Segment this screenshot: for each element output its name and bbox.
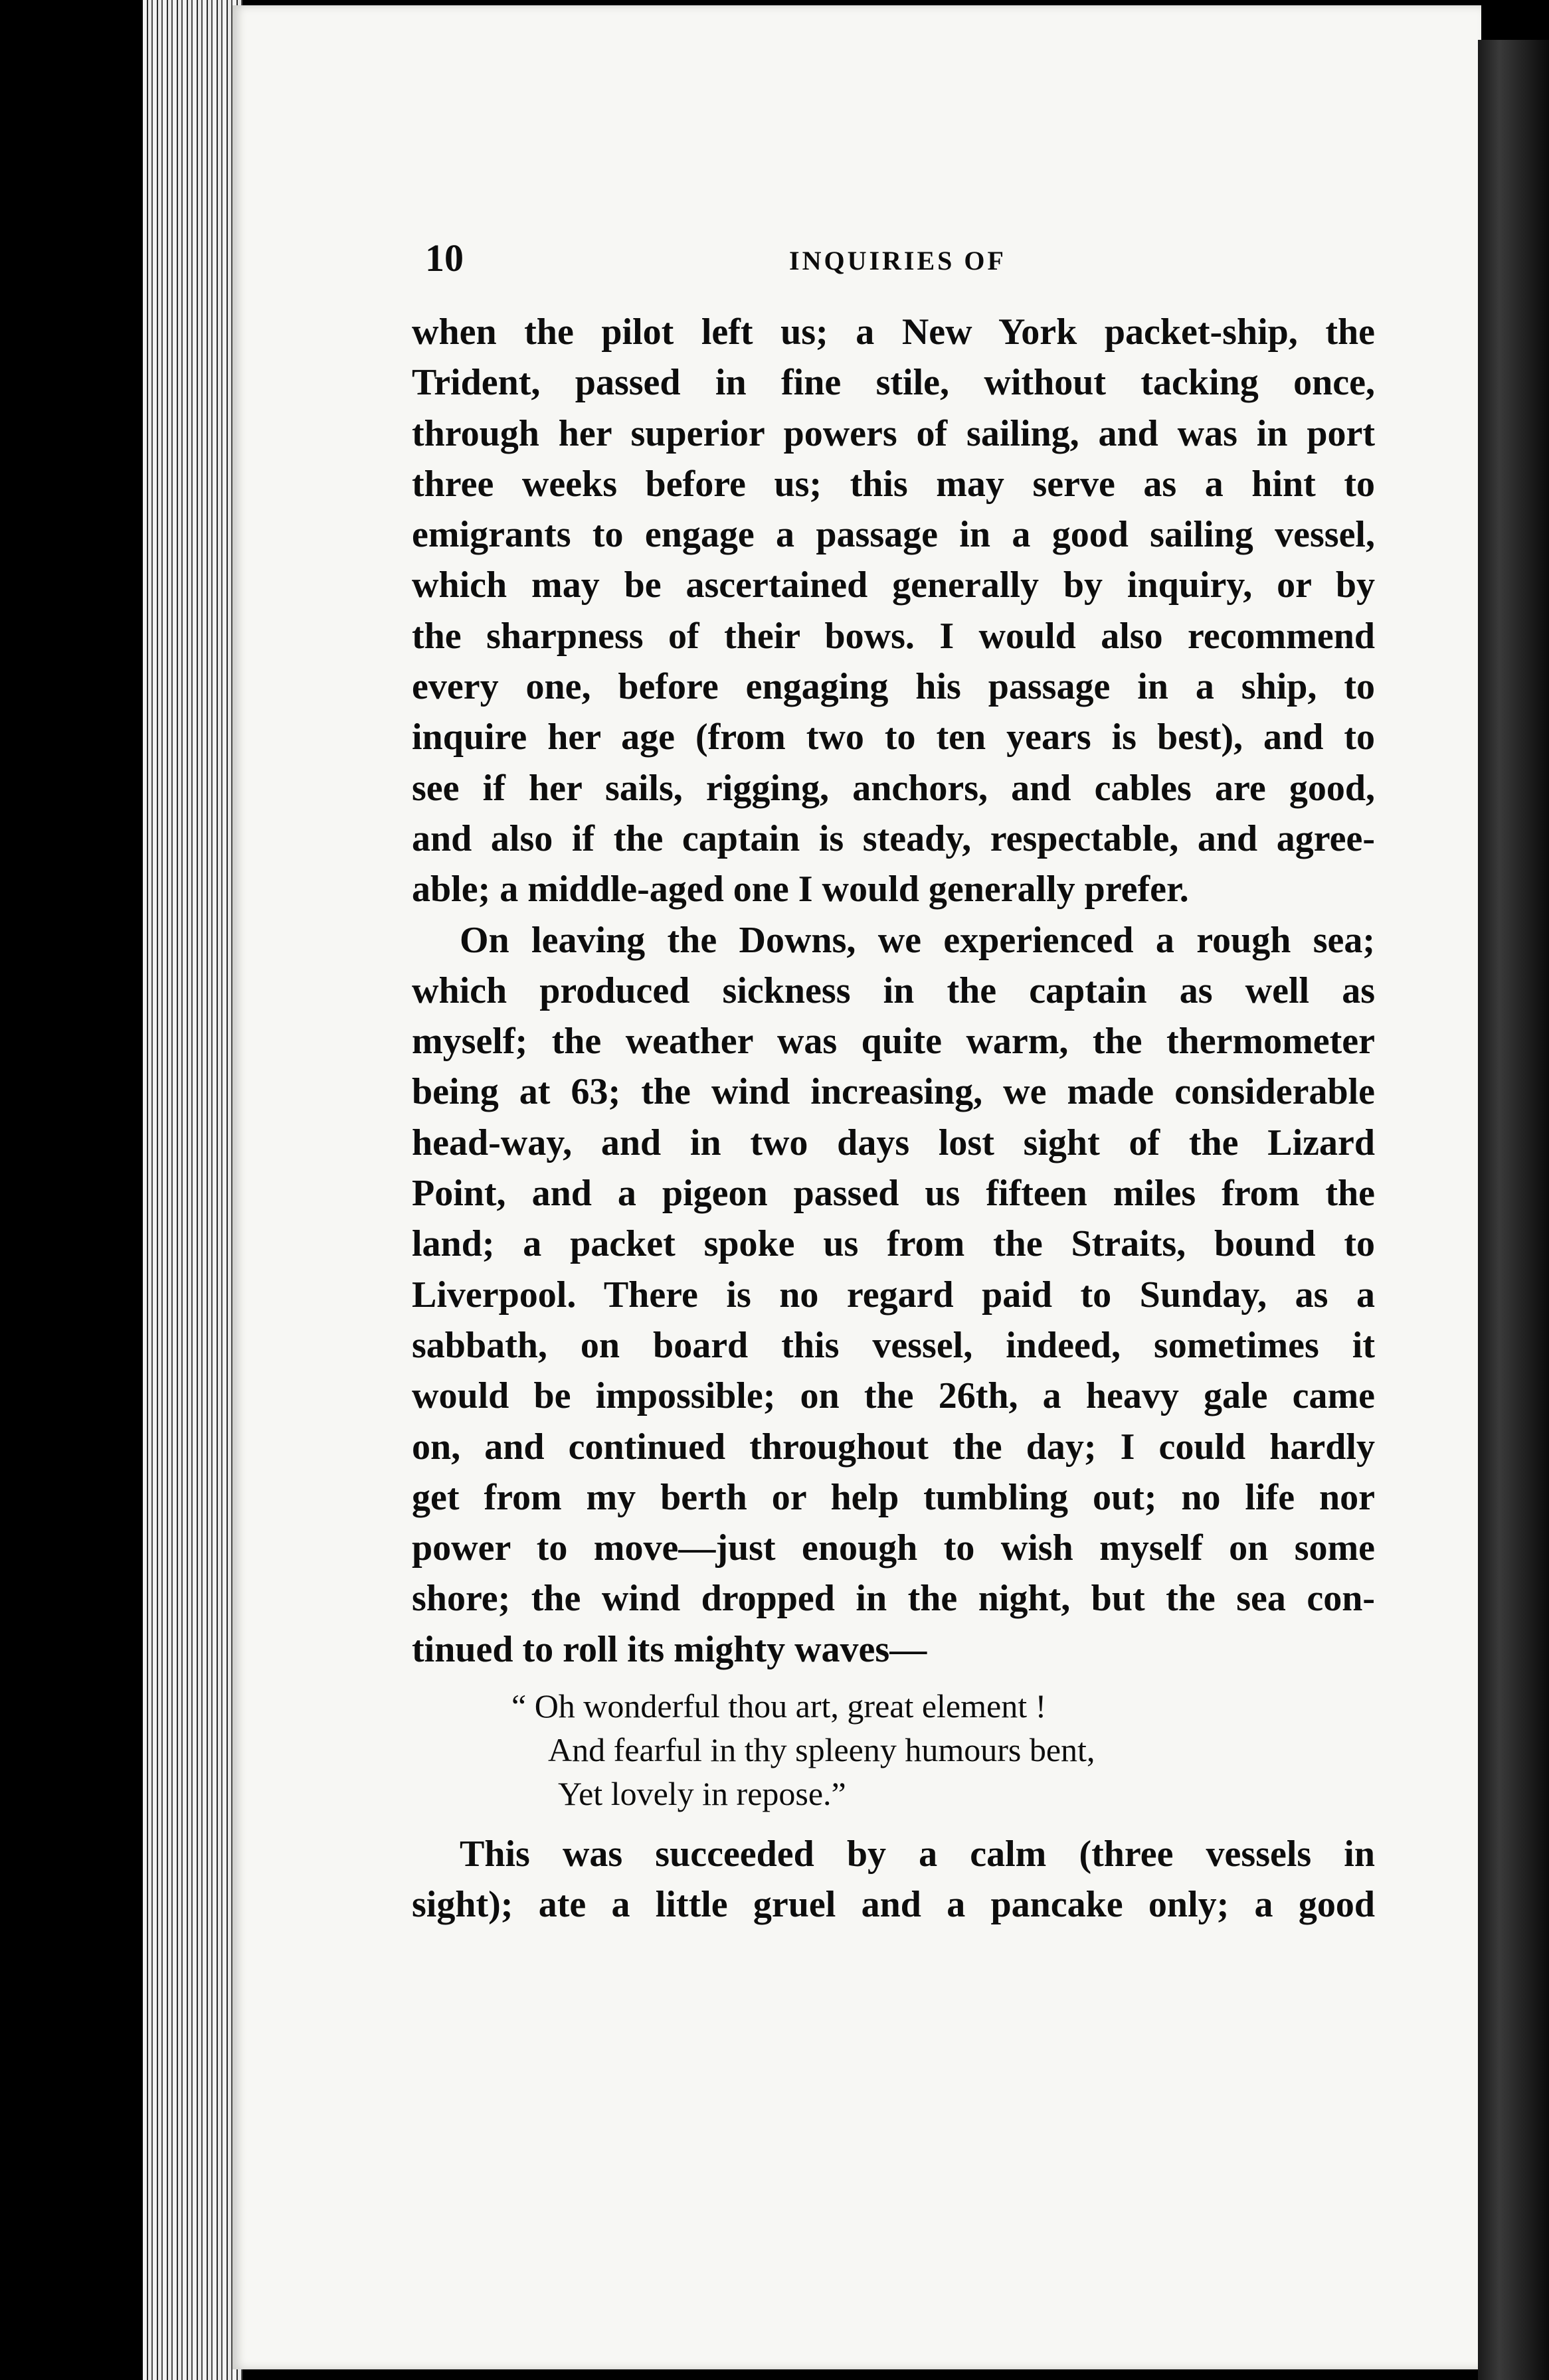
text-line: get from my berth or help tumbling out; no life nor	[412, 1476, 1375, 1518]
paragraph-1	[412, 307, 1375, 915]
text-line: sabbath, on board this vessel, indeed, sometimes it	[412, 1324, 1375, 1366]
page-header	[425, 236, 1368, 282]
text-line: tinued to roll its mighty waves—	[412, 1628, 927, 1670]
facing-page-edge	[1478, 40, 1549, 2380]
text-line: inquire her age (from two to ten years is best), and to	[412, 717, 1375, 758]
page-block-edges	[143, 0, 242, 2380]
text-line: Point, and a pigeon passed us fifteen miles from the	[412, 1173, 1375, 1215]
verse-line: “ Oh wonderful thou art, great element !	[511, 1687, 1047, 1725]
text-line: being at 63; the wind increasing, we made considerable	[412, 1071, 1375, 1113]
text-line: emigrants to engage a passage in a good sailing vessel,	[412, 514, 1375, 556]
page-number: 10	[425, 236, 464, 280]
paragraph-2	[412, 915, 1375, 1675]
text-line: head-way, and in two days lost sight of the Lizard	[412, 1122, 1375, 1163]
text-line: This was succeeded by a calm (three vessels in	[460, 1833, 1375, 1875]
text-line: myself; the weather was quite warm, the thermometer	[412, 1021, 1375, 1062]
text-line: and also if the captain is steady, respectable, and agree-	[412, 817, 1375, 859]
text-line: see if her sails, rigging, anchors, and cables are good,	[412, 767, 1375, 809]
verse-line: And fearful in thy spleeny humours bent,	[548, 1731, 1095, 1769]
paragraph-3	[412, 1829, 1375, 1930]
text-line: three weeks before us; this may serve as a hint to	[412, 463, 1375, 505]
verse-line: Yet lovely in repose.”	[558, 1775, 846, 1813]
text-line: the sharpness of their bows. I would also recommend	[412, 615, 1375, 657]
text-line: through her superior powers of sailing, and was in port	[412, 412, 1375, 454]
text-line: able; a middle-aged one I would generally prefer.	[412, 869, 1189, 910]
text-line: On leaving the Downs, we experienced a rough sea;	[460, 919, 1375, 961]
text-line: land; a packet spoke us from the Straits, bound to	[412, 1223, 1375, 1265]
body-text	[412, 307, 1375, 1930]
text-line: would be impossible; on the 26th, a heavy gale came	[412, 1375, 1375, 1417]
text-line: on, and continued throughout the day; I could hardly	[412, 1426, 1375, 1468]
text-line: power to move—just enough to wish myself on some	[412, 1527, 1375, 1569]
text-line: shore; the wind dropped in the night, but the sea con-	[412, 1578, 1375, 1620]
text-line: sight); ate a little gruel and a pancake only; a good	[412, 1884, 1375, 1926]
verse-quotation	[412, 1684, 1375, 1816]
text-line: Trident, passed in fine stile, without tacking once,	[412, 362, 1375, 404]
text-line: Liverpool. There is no regard paid to Sunday, as a	[412, 1274, 1375, 1316]
running-head: INQUIRIES OF	[789, 246, 1006, 276]
text-line: when the pilot left us; a New York packet-ship, the	[412, 311, 1375, 353]
text-line: which produced sickness in the captain as well as	[412, 970, 1375, 1011]
text-line: every one, before engaging his passage in a ship, to	[412, 666, 1375, 708]
text-line: which may be ascertained generally by inquiry, or by	[412, 564, 1375, 606]
